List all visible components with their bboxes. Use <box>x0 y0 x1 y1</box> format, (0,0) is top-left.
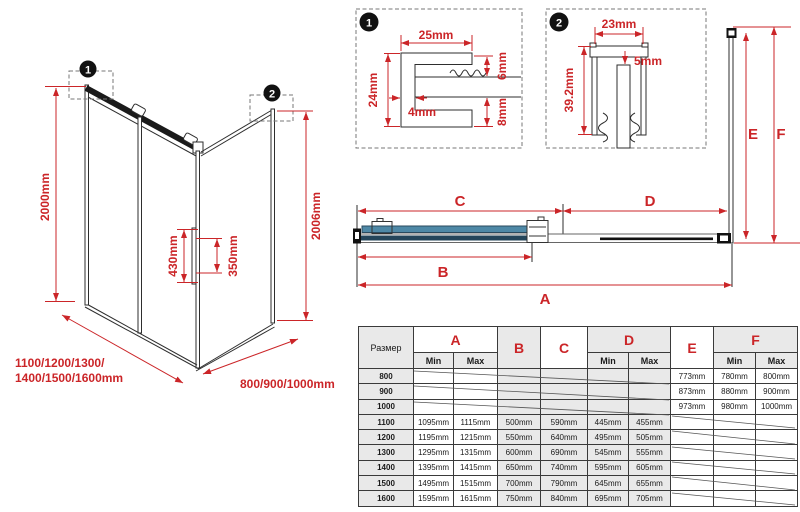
dim-e-label: E <box>747 126 759 143</box>
cell-d-min: 495mm <box>588 430 629 445</box>
handle-spacing-label: 350mm <box>226 235 240 277</box>
cell-f-min <box>714 430 756 445</box>
cell-f-min <box>714 460 756 475</box>
cell-d-max <box>629 384 671 399</box>
top-track-rail <box>86 88 200 150</box>
table-row <box>359 460 798 475</box>
table-row <box>359 430 798 445</box>
cell-a-max: 1315mm <box>454 445 498 460</box>
cell-d-max <box>629 369 671 384</box>
height-right-label: 2006mm <box>309 191 323 241</box>
cell-e <box>671 460 714 475</box>
cell-d-min <box>588 384 629 399</box>
table-row <box>359 399 798 414</box>
marker-1-number: 1 <box>84 64 92 77</box>
cell-d-max: 505mm <box>629 430 671 445</box>
cell-f-max: 1000mm <box>756 399 798 414</box>
side-view <box>727 27 800 243</box>
width-range-line1: 1100/1200/1300/ <box>15 356 105 370</box>
detail1-height-label: 24mm <box>366 72 380 108</box>
cell-a-max: 1215mm <box>454 430 498 445</box>
cell-e <box>671 476 714 491</box>
cell-d-max: 455mm <box>629 414 671 429</box>
cell-d-min: 595mm <box>588 460 629 475</box>
cell-a-min: 1295mm <box>414 445 454 460</box>
cell-a-min: 1095mm <box>414 414 454 429</box>
plan-view <box>353 193 732 308</box>
cell-size: 1500 <box>359 476 414 491</box>
col-d-header: D <box>588 327 671 353</box>
cell-d-min <box>588 399 629 414</box>
cell-a-min <box>414 384 454 399</box>
cell-f-min <box>714 414 756 429</box>
cell-size: 1600 <box>359 491 414 506</box>
cell-f-max <box>756 414 798 429</box>
seal-profile <box>450 70 486 76</box>
seal-right <box>631 113 640 142</box>
depth-range-label: 800/900/1000mm <box>240 377 335 391</box>
cell-e <box>671 414 714 429</box>
cell-f-min: 880mm <box>714 384 756 399</box>
marker-2-number: 2 <box>268 88 276 101</box>
dim-a-label: A <box>539 291 551 308</box>
detail2-height-label: 39.2mm <box>562 67 576 113</box>
size-header-cell: Размер <box>359 327 414 369</box>
detail1-wall-label: 4mm <box>408 105 437 119</box>
cell-f-max <box>756 491 798 506</box>
table-row <box>359 491 798 506</box>
handle-length-label: 430mm <box>166 235 180 277</box>
width-range-line2: 1400/1500/1600mm <box>15 371 124 385</box>
detail-1 <box>356 9 522 148</box>
cell-c: 590mm <box>541 414 588 429</box>
cell-b <box>498 384 541 399</box>
cell-a-max <box>454 384 498 399</box>
cell-a-max: 1415mm <box>454 460 498 475</box>
cell-size: 1100 <box>359 414 414 429</box>
detail1-gap-top-label: 6mm <box>495 51 509 81</box>
cell-f-max <box>756 430 798 445</box>
cell-a-min: 1195mm <box>414 430 454 445</box>
cell-f-max <box>756 476 798 491</box>
table-row <box>359 414 798 429</box>
cell-e: 873mm <box>671 384 714 399</box>
cell-e <box>671 445 714 460</box>
cell-d-min: 445mm <box>588 414 629 429</box>
dim-b-label: B <box>437 264 449 281</box>
cell-d-max: 705mm <box>629 491 671 506</box>
cell-c: 840mm <box>541 491 588 506</box>
cell-c: 690mm <box>541 445 588 460</box>
a-min-header: Min <box>414 353 454 369</box>
table-row <box>359 369 798 384</box>
corner-post <box>196 151 200 368</box>
cell-f-max: 800mm <box>756 369 798 384</box>
f-max-header: Max <box>756 353 798 369</box>
cell-d-max: 655mm <box>629 476 671 491</box>
cell-c: 790mm <box>541 476 588 491</box>
cell-size: 1300 <box>359 445 414 460</box>
cell-a-max: 1115mm <box>454 414 498 429</box>
cell-a-max: 1515mm <box>454 476 498 491</box>
cell-a-min <box>414 399 454 414</box>
cell-f-max: 900mm <box>756 384 798 399</box>
height-left-label: 2000mm <box>38 172 52 222</box>
side-panel-post <box>271 109 275 323</box>
cell-d-max: 605mm <box>629 460 671 475</box>
cell-d-min <box>588 369 629 384</box>
detail2-width-label: 23mm <box>601 17 637 31</box>
cell-e <box>671 430 714 445</box>
col-a-header: A <box>414 327 498 353</box>
cell-d-max <box>629 399 671 414</box>
cell-e <box>671 491 714 506</box>
col-f-header: F <box>714 327 798 353</box>
cell-c <box>541 399 588 414</box>
cell-f-min: 980mm <box>714 399 756 414</box>
cell-a-max <box>454 369 498 384</box>
cell-size: 1400 <box>359 460 414 475</box>
cell-size: 800 <box>359 369 414 384</box>
sliding-door-glass-plan <box>362 226 548 233</box>
cell-f-max <box>756 460 798 475</box>
d-max-header: Max <box>629 353 671 369</box>
door-stile <box>138 117 142 333</box>
cell-size: 1200 <box>359 430 414 445</box>
cell-b: 550mm <box>498 430 541 445</box>
cell-f-min <box>714 491 756 506</box>
cell-b <box>498 399 541 414</box>
cell-f-min <box>714 476 756 491</box>
col-c-header: C <box>541 327 588 369</box>
isometric-view <box>15 61 335 392</box>
col-e-header: E <box>671 327 714 369</box>
cell-c <box>541 384 588 399</box>
size-spec-table <box>358 326 798 507</box>
a-max-header: Max <box>454 353 498 369</box>
d-min-header: Min <box>588 353 629 369</box>
cell-a-min: 1495mm <box>414 476 454 491</box>
cell-b <box>498 369 541 384</box>
f-min-header: Min <box>714 353 756 369</box>
seal-left <box>599 113 608 142</box>
cell-size: 900 <box>359 384 414 399</box>
cell-f-min: 780mm <box>714 369 756 384</box>
dim-d-label: D <box>644 193 656 210</box>
cell-a-min <box>414 369 454 384</box>
cell-e: 773mm <box>671 369 714 384</box>
table-row <box>359 445 798 460</box>
detail2-gap-label: 5mm <box>634 54 663 68</box>
table-row <box>359 384 798 399</box>
glass-edge <box>617 65 630 148</box>
cell-b: 600mm <box>498 445 541 460</box>
cell-d-max: 555mm <box>629 445 671 460</box>
roller-carriage-2-plan <box>527 221 548 243</box>
cell-a-max: 1615mm <box>454 491 498 506</box>
side-panel-elevation <box>729 30 733 243</box>
cell-d-min: 695mm <box>588 491 629 506</box>
cell-c <box>541 369 588 384</box>
header-row-letters <box>359 327 798 353</box>
cell-b: 650mm <box>498 460 541 475</box>
cell-f-max <box>756 445 798 460</box>
dim-c-label: C <box>454 193 466 210</box>
cell-a-max <box>454 399 498 414</box>
cell-size: 1000 <box>359 399 414 414</box>
cell-b: 500mm <box>498 414 541 429</box>
col-b-header: B <box>498 327 541 369</box>
left-wall-profile <box>85 85 89 305</box>
cell-a-min: 1395mm <box>414 460 454 475</box>
cell-c: 740mm <box>541 460 588 475</box>
cell-a-min: 1595mm <box>414 491 454 506</box>
cell-e: 973mm <box>671 399 714 414</box>
door-handle <box>192 228 196 284</box>
cell-b: 750mm <box>498 491 541 506</box>
table-row <box>359 476 798 491</box>
detail-2-number: 2 <box>555 17 563 30</box>
cell-b: 700mm <box>498 476 541 491</box>
detail1-gap-bottom-label: 8mm <box>495 97 509 127</box>
cell-d-min: 545mm <box>588 445 629 460</box>
detail1-width-label: 25mm <box>418 28 454 42</box>
detail-1-number: 1 <box>365 17 373 30</box>
cell-f-min <box>714 445 756 460</box>
fixed-glass-plan <box>358 236 548 241</box>
cell-c: 640mm <box>541 430 588 445</box>
cell-d-min: 645mm <box>588 476 629 491</box>
dim-f-label: F <box>776 126 786 143</box>
detail-2 <box>546 9 706 148</box>
